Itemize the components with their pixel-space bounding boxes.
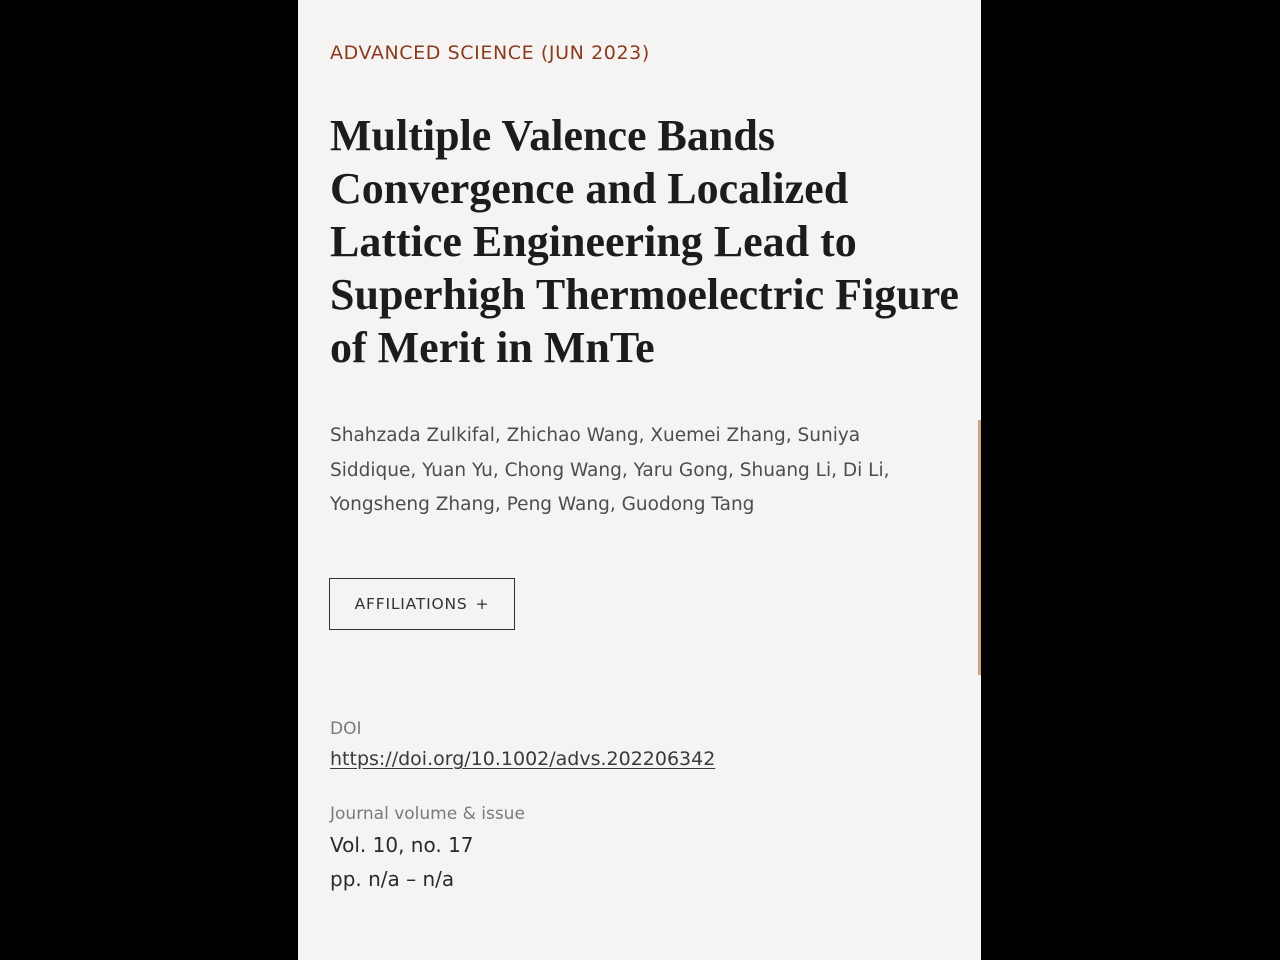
side-accent-bar	[978, 420, 981, 675]
article-title: Multiple Valence Bands Convergence and Localized Lattice Engineering Lead to Superhigh Thermoelectric Figure of Merit in MnTe	[330, 111, 959, 372]
article-card	[298, 0, 981, 960]
affiliations-label: AFFILIATIONS	[354, 595, 468, 613]
pages-value: pp. n/a – n/a	[330, 867, 455, 891]
doi-label: DOI	[330, 719, 362, 739]
volume-value: Vol. 10, no. 17	[330, 833, 474, 857]
affiliations-button[interactable]	[329, 578, 515, 630]
doi-link[interactable]: https://doi.org/10.1002/advs.202206342	[330, 748, 716, 770]
author-list: Shahzada Zulkifal, Zhichao Wang, Xuemei Zhang, Suniya Siddique, Yuan Yu, Chong Wang, Yaru Gong, Shuang Li, Di Li, Yongsheng Zhang, Peng Wang, Guodong Tang	[330, 425, 890, 515]
plus-icon: +	[475, 595, 490, 613]
journal-name: ADVANCED SCIENCE (JUN 2023)	[330, 42, 650, 64]
volume-issue-label: Journal volume & issue	[330, 804, 525, 824]
